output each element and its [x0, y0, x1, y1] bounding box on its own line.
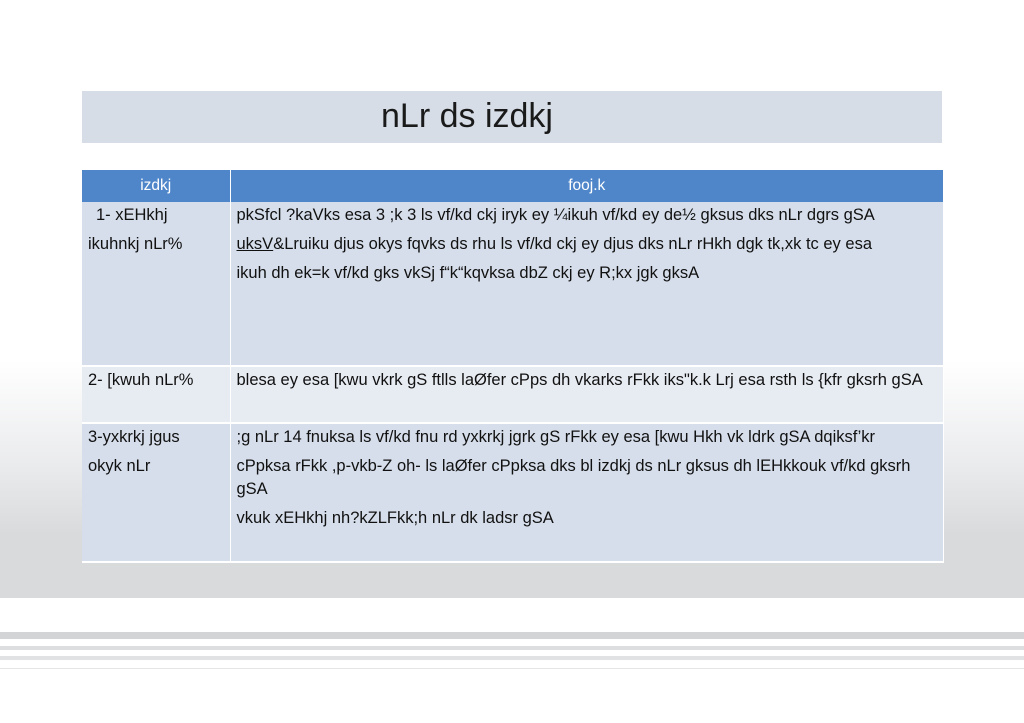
decorative-stripe	[0, 632, 1024, 639]
table-row	[82, 366, 944, 423]
slide-title: nLr ds izdkj	[381, 97, 553, 135]
type-line: 3-yxkrkj jgus	[88, 428, 180, 446]
description-cell	[230, 202, 944, 366]
table-header-row	[82, 170, 944, 202]
decorative-stripe	[0, 646, 1024, 650]
description-paragraph	[237, 233, 939, 256]
header-type: izdkj	[82, 170, 230, 202]
table-row	[82, 423, 944, 562]
table-row	[82, 202, 944, 366]
description-paragraph: pkSfcl ?kaVks esa 3 ;k 3 ls vf/kd ckj iryk ey ¼ikuh vf/kd ey de½ gksus dks nLr dgrs gSA	[236, 206, 875, 224]
type-line: 2- [kwuh nLr%	[88, 371, 194, 389]
description-paragraph: blesa ey esa [kwu vkrk gS ftlls laØfer cPps dh vkarks rFkk iks"k.k Lrj esa rsth ls {kfr gksrh gSA	[236, 371, 923, 389]
type-cell	[82, 423, 230, 562]
type-line: okyk nLr	[88, 457, 151, 475]
note-text: &Lruiku djus okys fqvks ds rhu ls vf/kd ckj ey djus dks nLr rHkh dgk tk,xk tc ey esa	[273, 235, 872, 253]
description-cell	[230, 366, 944, 423]
type-line: ikuhnkj nLr%	[88, 235, 183, 253]
description-cell	[230, 423, 944, 562]
note-label: uksV	[236, 235, 274, 253]
header-description: fooj.k	[230, 170, 944, 202]
decorative-stripe	[0, 668, 1024, 669]
description-paragraph: ikuh dh ek=k vf/kd gks vkSj f“k“kqvksa dbZ ckj ey R;kx jgk gksA	[236, 264, 700, 282]
decorative-stripe	[0, 656, 1024, 660]
description-paragraph: vkuk xEHkhj nh?kZLFkk;h nLr dk ladsr gSA	[236, 509, 554, 527]
type-cell	[82, 366, 230, 423]
description-paragraph: cPpksa rFkk ,p-vkb-Z oh- ls laØfer cPpksa dks bl izdkj ds nLr gksus dh lEHkkouk vf/kd gksrh gSA	[236, 457, 911, 498]
diarrhea-types-table	[82, 170, 944, 563]
type-line: 1- xEHkhj	[96, 206, 168, 224]
description-paragraph: ;g nLr 14 fnuksa ls vf/kd fnu rd yxkrkj jgrk gS rFkk ey esa [kwu Hkh vk ldrk gSA dqiksf’kr	[236, 428, 876, 446]
type-cell	[82, 202, 230, 366]
